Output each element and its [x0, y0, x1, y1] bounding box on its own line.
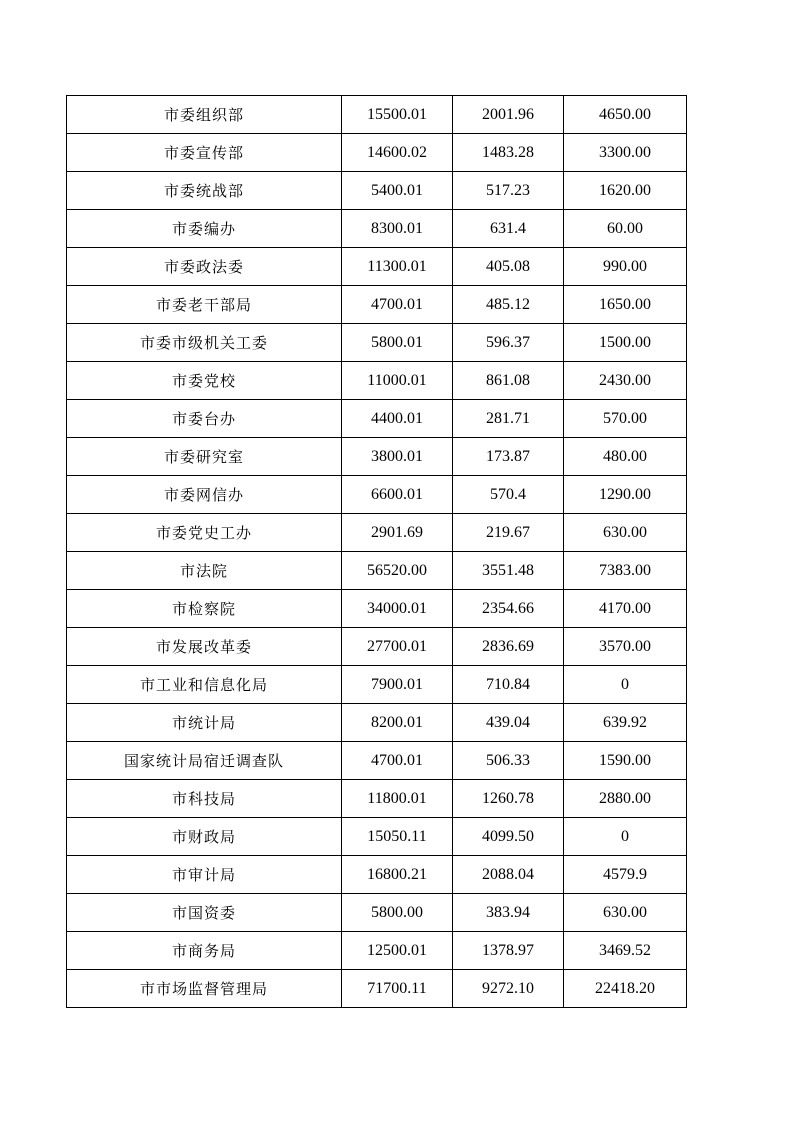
- value-cell: 3570.00: [564, 628, 687, 666]
- value-cell: 4170.00: [564, 590, 687, 628]
- value-cell: 11800.01: [342, 780, 453, 818]
- table-row: [67, 742, 687, 780]
- value-cell: 16800.21: [342, 856, 453, 894]
- value-cell: 7900.01: [342, 666, 453, 704]
- department-name: 市委研究室: [67, 438, 342, 476]
- department-name: 市国资委: [67, 894, 342, 932]
- department-name: 市科技局: [67, 780, 342, 818]
- value-cell: 6600.01: [342, 476, 453, 514]
- table-row: [67, 286, 687, 324]
- value-cell: 3800.01: [342, 438, 453, 476]
- department-name: 市委市级机关工委: [67, 324, 342, 362]
- value-cell: 1500.00: [564, 324, 687, 362]
- department-name: 市委党史工办: [67, 514, 342, 552]
- value-cell: 485.12: [453, 286, 564, 324]
- department-name: 市统计局: [67, 704, 342, 742]
- table-row: [67, 210, 687, 248]
- table-row: [67, 172, 687, 210]
- table-row: [67, 400, 687, 438]
- value-cell: 2836.69: [453, 628, 564, 666]
- value-cell: 3551.48: [453, 552, 564, 590]
- department-name: 市商务局: [67, 932, 342, 970]
- value-cell: 34000.01: [342, 590, 453, 628]
- value-cell: 596.37: [453, 324, 564, 362]
- department-name: 国家统计局宿迁调查队: [67, 742, 342, 780]
- value-cell: 4400.01: [342, 400, 453, 438]
- value-cell: 2354.66: [453, 590, 564, 628]
- value-cell: 990.00: [564, 248, 687, 286]
- table-row: [67, 438, 687, 476]
- table-row: [67, 970, 687, 1008]
- value-cell: 480.00: [564, 438, 687, 476]
- table-row: [67, 590, 687, 628]
- value-cell: 2430.00: [564, 362, 687, 400]
- value-cell: 631.4: [453, 210, 564, 248]
- department-name: 市委组织部: [67, 96, 342, 134]
- value-cell: 4700.01: [342, 742, 453, 780]
- value-cell: 173.87: [453, 438, 564, 476]
- value-cell: 1590.00: [564, 742, 687, 780]
- value-cell: 2088.04: [453, 856, 564, 894]
- table-row: [67, 704, 687, 742]
- department-name: 市委统战部: [67, 172, 342, 210]
- value-cell: 12500.01: [342, 932, 453, 970]
- value-cell: 570.4: [453, 476, 564, 514]
- value-cell: 22418.20: [564, 970, 687, 1008]
- department-name: 市委老干部局: [67, 286, 342, 324]
- value-cell: 60.00: [564, 210, 687, 248]
- value-cell: 1260.78: [453, 780, 564, 818]
- value-cell: 11000.01: [342, 362, 453, 400]
- value-cell: 439.04: [453, 704, 564, 742]
- value-cell: 4579.9: [564, 856, 687, 894]
- department-name: 市检察院: [67, 590, 342, 628]
- value-cell: 281.71: [453, 400, 564, 438]
- value-cell: 4650.00: [564, 96, 687, 134]
- value-cell: 8200.01: [342, 704, 453, 742]
- table-row: [67, 856, 687, 894]
- department-name: 市发展改革委: [67, 628, 342, 666]
- value-cell: 5800.00: [342, 894, 453, 932]
- value-cell: 1650.00: [564, 286, 687, 324]
- value-cell: 3300.00: [564, 134, 687, 172]
- value-cell: 4099.50: [453, 818, 564, 856]
- value-cell: 630.00: [564, 514, 687, 552]
- department-name: 市工业和信息化局: [67, 666, 342, 704]
- table-row: [67, 514, 687, 552]
- value-cell: 570.00: [564, 400, 687, 438]
- value-cell: 56520.00: [342, 552, 453, 590]
- table-row: [67, 666, 687, 704]
- value-cell: 5800.01: [342, 324, 453, 362]
- value-cell: 14600.02: [342, 134, 453, 172]
- value-cell: 71700.11: [342, 970, 453, 1008]
- value-cell: 4700.01: [342, 286, 453, 324]
- table-row: [67, 248, 687, 286]
- department-name: 市委政法委: [67, 248, 342, 286]
- department-name: 市委宣传部: [67, 134, 342, 172]
- value-cell: 0: [564, 818, 687, 856]
- table-row: [67, 552, 687, 590]
- table-row: [67, 894, 687, 932]
- table-row: [67, 134, 687, 172]
- value-cell: 405.08: [453, 248, 564, 286]
- value-cell: 219.67: [453, 514, 564, 552]
- value-cell: 1290.00: [564, 476, 687, 514]
- value-cell: 630.00: [564, 894, 687, 932]
- department-name: 市委党校: [67, 362, 342, 400]
- value-cell: 1483.28: [453, 134, 564, 172]
- value-cell: 506.33: [453, 742, 564, 780]
- value-cell: 15500.01: [342, 96, 453, 134]
- value-cell: 7383.00: [564, 552, 687, 590]
- value-cell: 1620.00: [564, 172, 687, 210]
- table-row: [67, 932, 687, 970]
- value-cell: 27700.01: [342, 628, 453, 666]
- value-cell: 710.84: [453, 666, 564, 704]
- value-cell: 517.23: [453, 172, 564, 210]
- value-cell: 9272.10: [453, 970, 564, 1008]
- value-cell: 11300.01: [342, 248, 453, 286]
- department-name: 市法院: [67, 552, 342, 590]
- table-row: [67, 628, 687, 666]
- department-name: 市委网信办: [67, 476, 342, 514]
- value-cell: 0: [564, 666, 687, 704]
- value-cell: 5400.01: [342, 172, 453, 210]
- budget-table: [66, 95, 687, 1008]
- value-cell: 2880.00: [564, 780, 687, 818]
- value-cell: 15050.11: [342, 818, 453, 856]
- value-cell: 3469.52: [564, 932, 687, 970]
- value-cell: 861.08: [453, 362, 564, 400]
- table-row: [67, 362, 687, 400]
- department-name: 市审计局: [67, 856, 342, 894]
- value-cell: 383.94: [453, 894, 564, 932]
- table-row: [67, 818, 687, 856]
- department-name: 市委台办: [67, 400, 342, 438]
- value-cell: 1378.97: [453, 932, 564, 970]
- table-row: [67, 324, 687, 362]
- value-cell: 2901.69: [342, 514, 453, 552]
- value-cell: 2001.96: [453, 96, 564, 134]
- table-row: [67, 476, 687, 514]
- value-cell: 8300.01: [342, 210, 453, 248]
- value-cell: 639.92: [564, 704, 687, 742]
- table-row: [67, 96, 687, 134]
- department-name: 市财政局: [67, 818, 342, 856]
- department-name: 市市场监督管理局: [67, 970, 342, 1008]
- department-name: 市委编办: [67, 210, 342, 248]
- table-row: [67, 780, 687, 818]
